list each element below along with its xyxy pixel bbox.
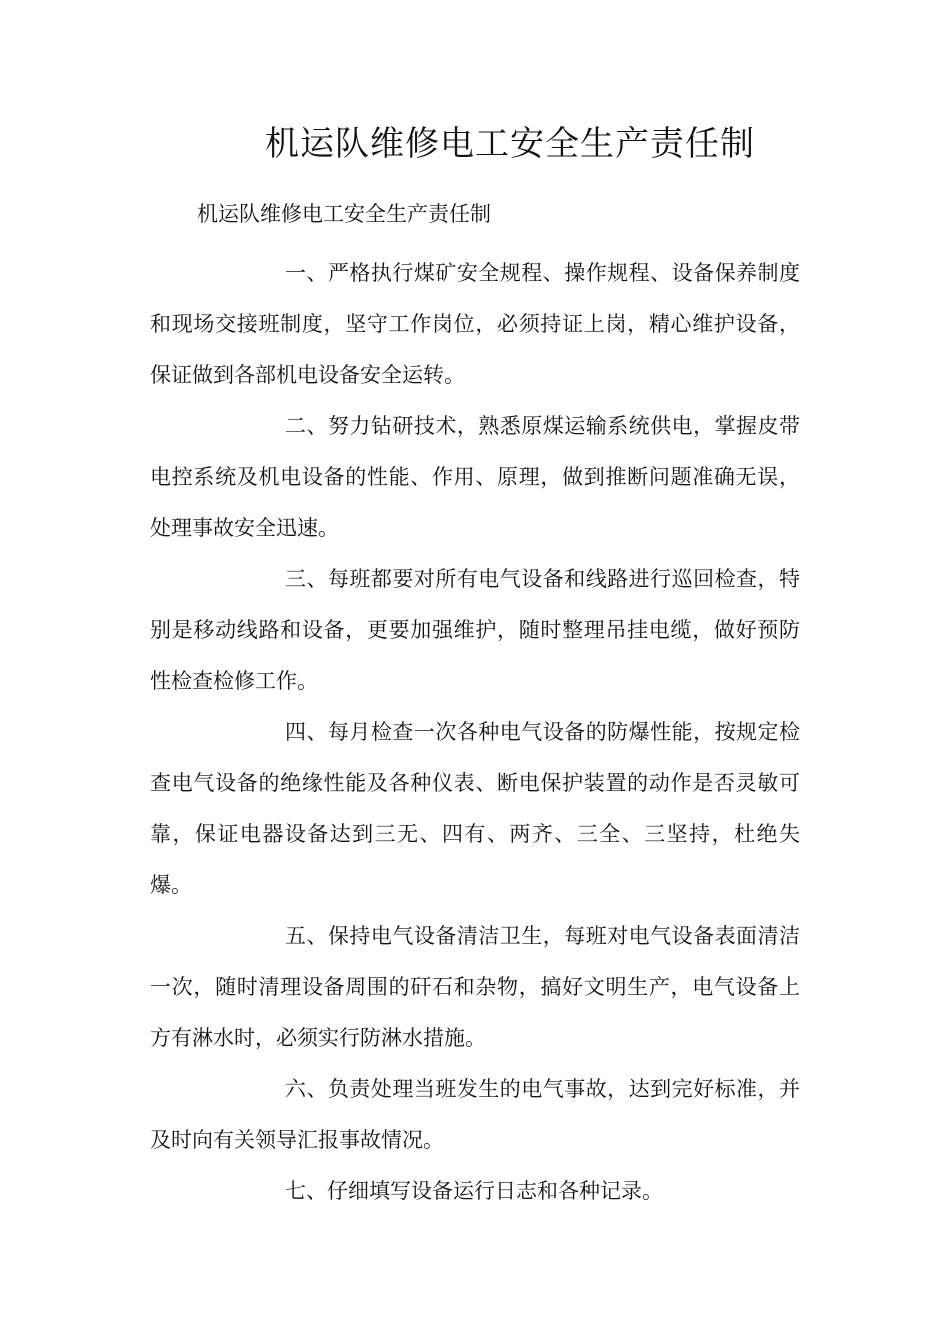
paragraph-2: 二、努力钻研技术，熟悉原煤运输系统供电，掌握皮带电控系统及机电设备的性能、作用、原理，做到推断问题准确无误，处理事故安全迅速。 [150,414,800,540]
document-body [150,248,800,1217]
paragraph-1: 一、严格执行煤矿安全规程、操作规程、设备保养制度和现场交接班制度，坚守工作岗位，必须持证上岗，精心维护设备，保证做到各部机电设备安全运转。 [150,261,800,387]
paragraph-3: 三、每班都要对所有电气设备和线路进行巡回检查，特别是移动线路和设备，更要加强维护，随时整理吊挂电缆，做好预防性检查检修工作。 [150,567,800,693]
document-title: 机运队维修电工安全生产责任制 [265,124,755,164]
paragraph-5: 五、保持电气设备清洁卫生，每班对电气设备表面清洁一次，随时清理设备周围的矸石和杂物，搞好文明生产，电气设备上方有淋水时，必须实行防淋水措施。 [150,924,800,1050]
paragraph-4: 四、每月检查一次各种电气设备的防爆性能，按规定检查电气设备的绝缘性能及各种仪表、断电保护装置的动作是否灵敏可靠，保证电器设备达到三无、四有、两齐、三全、三坚持，杜绝失爆。 [150,720,800,897]
paragraph-7: 七、仔细填写设备运行日志和各种记录。 [285,1179,663,1203]
document-subtitle: 机运队维修电工安全生产责任制 [197,202,491,226]
paragraph-6: 六、负责处理当班发生的电气事故，达到完好标准，并及时向有关领导汇报事故情况。 [150,1077,800,1152]
